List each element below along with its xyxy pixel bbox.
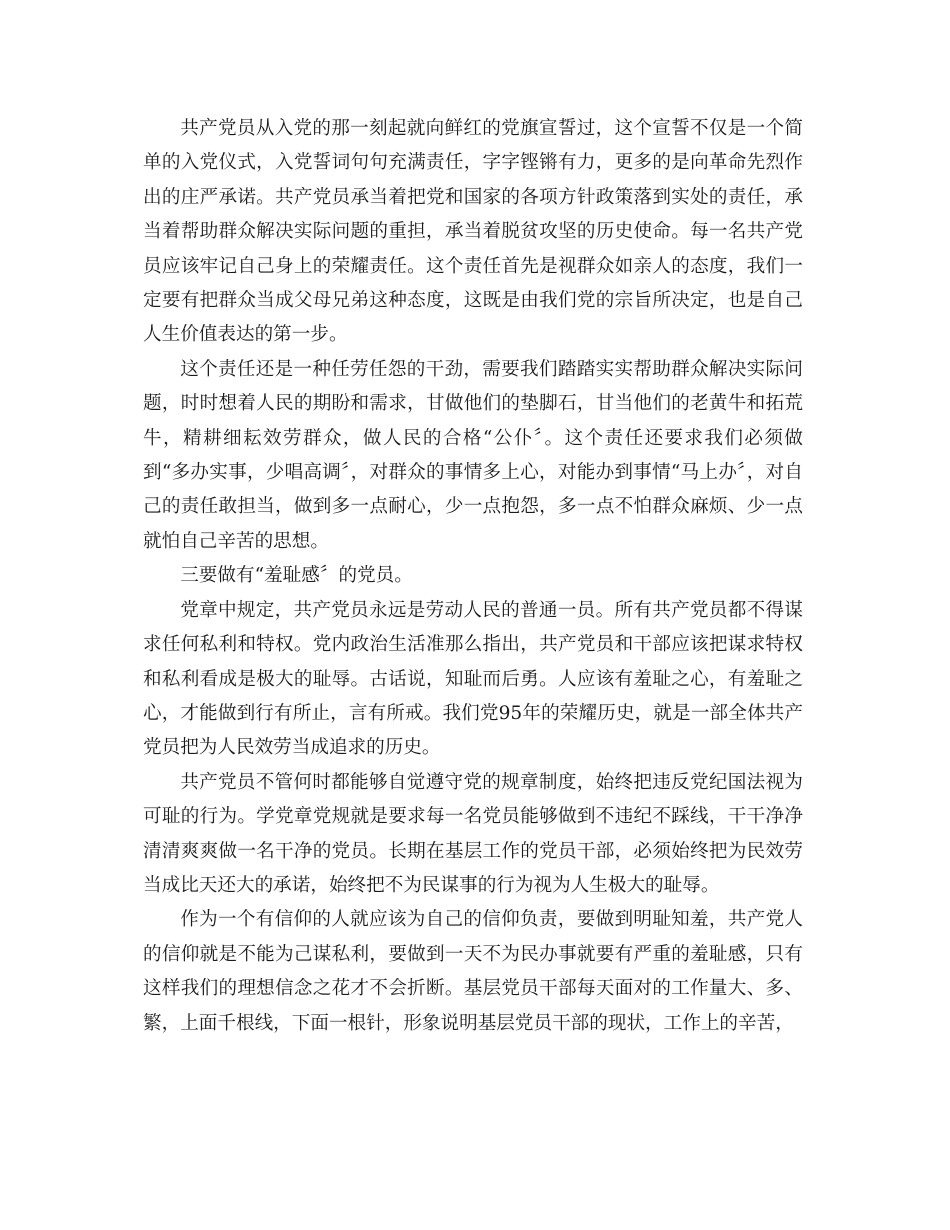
paragraph-heading-shame: 三要做有“羞耻感〞的党员。 [180,565,413,587]
document-body [143,112,803,1041]
paragraph-responsibility: 这个责任还是一种任劳任怨的干劲，需要我们踏踏实实帮助群众解决实际问题，时时想着人民的期盼和需求，甘做他们的垫脚石，甘当他们的老黄牛和拓荒牛，精耕细耘效劳群众，做人民的合格“公仆〞。这个责任还要求我们必须做到“多办实事，少唱高调〞，对群众的事情多上心，对能办到事情“马上办〞，对自己的责任敢担当，做到多一点耐心，少一点抱怨，多一点不怕群众麻烦、少一点就怕自己辛苦的思想。 [143,358,803,552]
paragraph-oath: 共产党员从入党的那一刻起就向鲜红的党旗宣誓过，这个宣誓不仅是一个简单的入党仪式，入党誓词句句充满责任，字字铿锵有力，更多的是向革命先烈作出的庄严承诺。共产党员承当着把党和国家的各项方针政策落到实处的责任，承当着帮助群众解决实际问题的重担，承当着脱贫攻坚的历史使命。每一名共产党员应该牢记自己身上的荣耀责任。这个责任首先是视群众如亲人的态度，我们一定要有把群众当成父母兄弟这种态度，这既是由我们党的宗旨所决定，也是自己人生价值表达的第一步。 [143,118,803,346]
paragraph-party-constitution: 党章中规定，共产党员永远是劳动人民的普通一员。所有共产党员都不得谋求任何私利和特权。党内政治生活准那么指出，共产党员和干部应该把谋求特权和私利看成是极大的耻辱。古话说，知耻而后勇。人应该有羞耻之心，有羞耻之心，才能做到行有所止，言有所戒。我们党95年的荣耀历史，就是一部全体共产党员把为人民效劳当成追求的历史。 [143,599,803,759]
paragraph-discipline: 共产党员不管何时都能够自觉遵守党的规章制度，始终把违反党纪国法视为可耻的行为。学党章党规就是要求每一名党员能够做到不违纪不踩线，干干净净清清爽爽做一名干净的党员。长期在基层工作的党员干部，必须始终把为民效劳当成比天还大的承诺，始终把不为民谋事的行为视为人生极大的耻辱。 [143,771,803,896]
paragraph-belief: 作为一个有信仰的人就应该为自己的信仰负责，要做到明耻知羞，共产党人的信仰就是不能为己谋私利，要做到一天不为民办事就要有严重的羞耻感，只有这样我们的理想信念之花才不会折断。基层党员干部每天面对的工作量大、多、繁，上面千根线，下面一根针，形象说明基层党员干部的现状，工作上的辛苦， [143,909,803,1034]
